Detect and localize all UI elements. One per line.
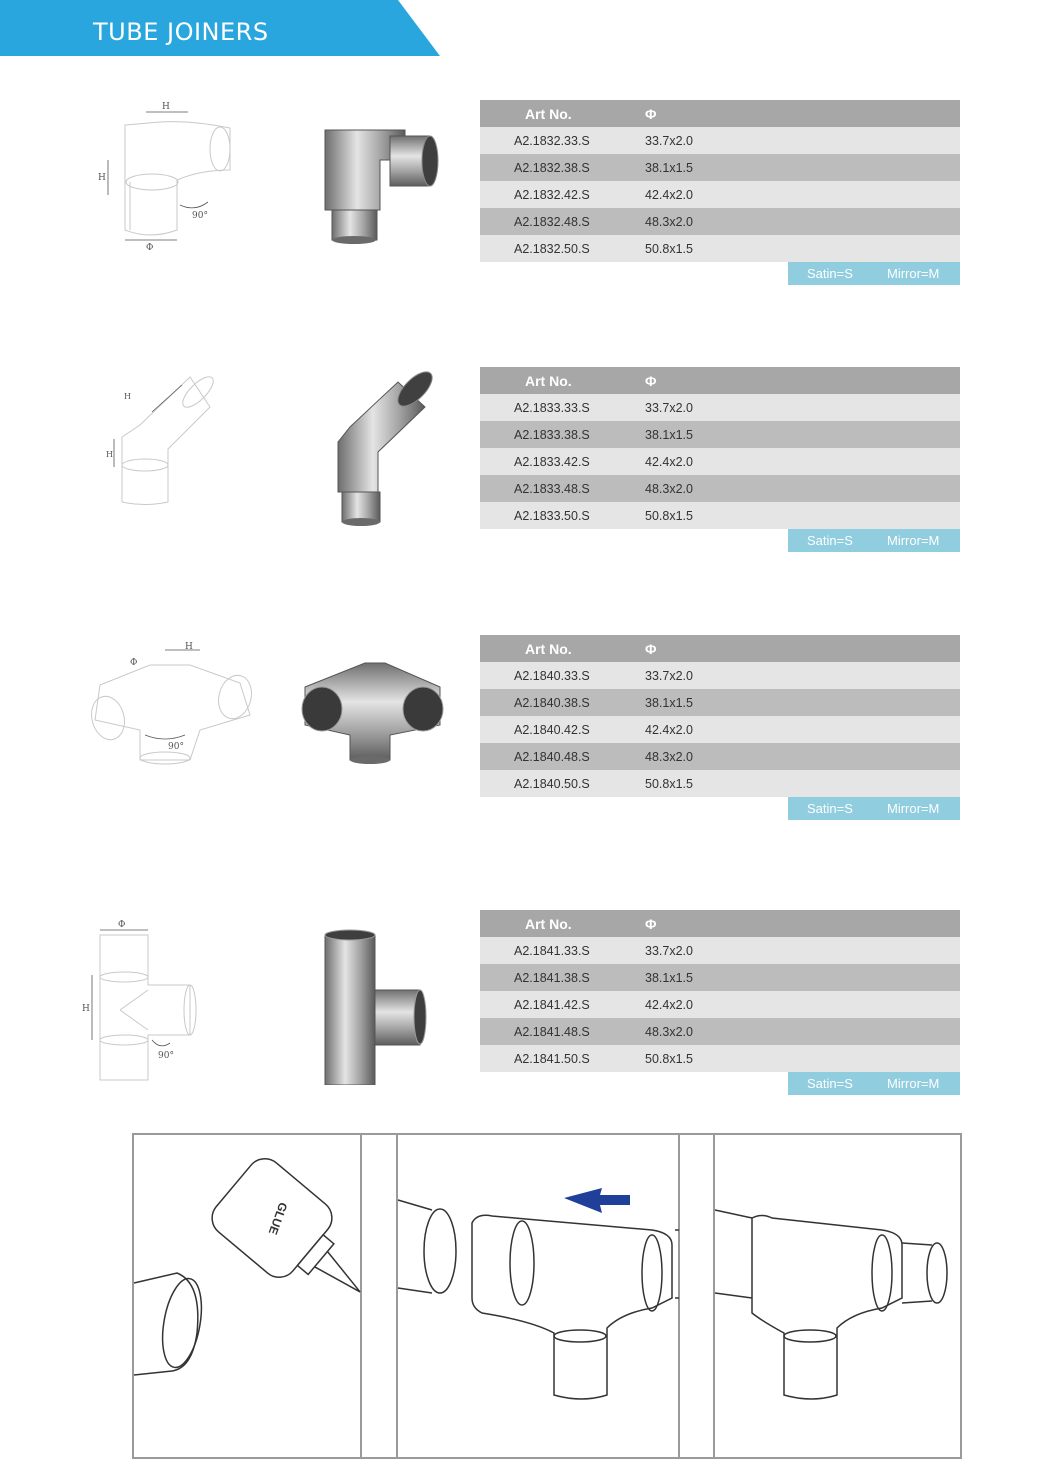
diameter-cell: 50.8x1.5 (645, 770, 960, 797)
dim-label-height-vertical: H (98, 173, 106, 183)
finish-satin-label: Satin=S (807, 266, 853, 281)
finish-mirror-label: Mirror=M (887, 1076, 940, 1091)
table-row (480, 448, 960, 475)
table-row (480, 394, 960, 421)
table-row (480, 208, 960, 235)
finish-mirror-label: Mirror=M (887, 801, 940, 816)
dim-label-height-vertical: H (82, 1004, 90, 1014)
spec-table-elbow-135 (480, 367, 960, 529)
diameter-cell: 42.4x2.0 (645, 716, 960, 743)
elbow-90-product-photo (290, 100, 460, 270)
tee-technical-drawing (80, 915, 270, 1085)
art-no-cell: A2.1832.48.S (480, 208, 645, 235)
table-row (480, 127, 960, 154)
table-row (480, 716, 960, 743)
diameter-cell: 42.4x2.0 (645, 181, 960, 208)
table-row (480, 937, 960, 964)
diameter-cell: 33.7x2.0 (645, 662, 960, 689)
table-header-diameter: Φ (645, 367, 960, 394)
diameter-cell: 50.8x1.5 (645, 1045, 960, 1072)
table-row (480, 181, 960, 208)
spec-table-elbow-90 (480, 100, 960, 262)
diameter-cell: 38.1x1.5 (645, 421, 960, 448)
dim-label-angle: 90° (192, 211, 208, 221)
installation-steps-panel (132, 1133, 962, 1459)
art-no-cell: A2.1840.38.S (480, 689, 645, 716)
page-title: TUBE JOINERS (93, 18, 269, 46)
table-row (480, 502, 960, 529)
art-no-cell: A2.1832.42.S (480, 181, 645, 208)
dim-label-height: H (124, 392, 131, 401)
finish-satin-label: Satin=S (807, 801, 853, 816)
diameter-cell: 38.1x1.5 (645, 154, 960, 181)
glue-bottle-label: GLUE (265, 1200, 291, 1237)
art-no-cell: A2.1832.33.S (480, 127, 645, 154)
art-no-cell: A2.1841.42.S (480, 991, 645, 1018)
dim-label-height: H (162, 102, 170, 112)
table-row (480, 770, 960, 797)
corner-3way-product-photo (290, 635, 460, 805)
diameter-cell: 42.4x2.0 (645, 448, 960, 475)
finish-satin-label: Satin=S (807, 533, 853, 548)
table-row (480, 154, 960, 181)
art-no-cell: A2.1833.42.S (480, 448, 645, 475)
table-header-diameter: Φ (645, 100, 960, 127)
finish-mirror-label: Mirror=M (887, 533, 940, 548)
diameter-cell: 38.1x1.5 (645, 689, 960, 716)
dim-label-diameter: Φ (118, 920, 126, 930)
diameter-cell: 33.7x2.0 (645, 394, 960, 421)
corner-3way-technical-drawing (80, 635, 270, 805)
table-row (480, 689, 960, 716)
table-header-diameter: Φ (645, 910, 960, 937)
table-row (480, 662, 960, 689)
diameter-cell: 33.7x2.0 (645, 127, 960, 154)
dim-label-height: H (185, 642, 193, 652)
art-no-cell: A2.1832.38.S (480, 154, 645, 181)
finish-legend (788, 1072, 960, 1095)
elbow-135-technical-drawing (80, 367, 270, 537)
diameter-cell: 33.7x2.0 (645, 937, 960, 964)
finish-mirror-label: Mirror=M (887, 266, 940, 281)
table-header-art-no: Art No. (480, 910, 645, 937)
art-no-cell: A2.1841.50.S (480, 1045, 645, 1072)
dim-label-diameter: Φ (130, 658, 138, 668)
spec-table-tee (480, 910, 960, 1072)
finish-legend (788, 262, 960, 285)
diameter-cell: 42.4x2.0 (645, 991, 960, 1018)
diameter-cell: 50.8x1.5 (645, 502, 960, 529)
diameter-cell: 48.3x2.0 (645, 208, 960, 235)
product-block-tee (0, 910, 1060, 1170)
art-no-cell: A2.1833.33.S (480, 394, 645, 421)
dim-label-diameter: Φ (146, 243, 154, 253)
table-header-art-no: Art No. (480, 635, 645, 662)
table-row (480, 421, 960, 448)
diameter-cell: 50.8x1.5 (645, 235, 960, 262)
finish-satin-label: Satin=S (807, 1076, 853, 1091)
table-row (480, 235, 960, 262)
diameter-cell: 48.3x2.0 (645, 743, 960, 770)
dim-label-angle: 90° (168, 742, 184, 752)
diameter-cell: 38.1x1.5 (645, 964, 960, 991)
finish-legend (788, 797, 960, 820)
art-no-cell: A2.1833.48.S (480, 475, 645, 502)
dim-label-angle: 90° (158, 1051, 174, 1061)
dim-label-height-vertical: H (106, 450, 113, 459)
header-banner (0, 0, 440, 56)
table-row (480, 743, 960, 770)
elbow-90-technical-drawing (80, 100, 270, 270)
product-block-elbow-90 (0, 100, 1060, 360)
table-row (480, 475, 960, 502)
tee-product-photo (290, 915, 460, 1085)
diameter-cell: 48.3x2.0 (645, 1018, 960, 1045)
diameter-cell: 48.3x2.0 (645, 475, 960, 502)
table-row (480, 964, 960, 991)
table-header-art-no: Art No. (480, 100, 645, 127)
art-no-cell: A2.1840.48.S (480, 743, 645, 770)
art-no-cell: A2.1840.33.S (480, 662, 645, 689)
product-block-elbow-135 (0, 367, 1060, 627)
product-block-corner-3way (0, 635, 1060, 895)
table-row (480, 1018, 960, 1045)
table-header-art-no: Art No. (480, 367, 645, 394)
elbow-135-product-photo (290, 367, 460, 537)
art-no-cell: A2.1841.38.S (480, 964, 645, 991)
art-no-cell: A2.1832.50.S (480, 235, 645, 262)
table-header-diameter: Φ (645, 635, 960, 662)
art-no-cell: A2.1833.38.S (480, 421, 645, 448)
spec-table-corner-3way (480, 635, 960, 797)
art-no-cell: A2.1840.42.S (480, 716, 645, 743)
art-no-cell: A2.1833.50.S (480, 502, 645, 529)
art-no-cell: A2.1841.33.S (480, 937, 645, 964)
table-row (480, 991, 960, 1018)
finish-legend (788, 529, 960, 552)
art-no-cell: A2.1840.50.S (480, 770, 645, 797)
art-no-cell: A2.1841.48.S (480, 1018, 645, 1045)
table-row (480, 1045, 960, 1072)
